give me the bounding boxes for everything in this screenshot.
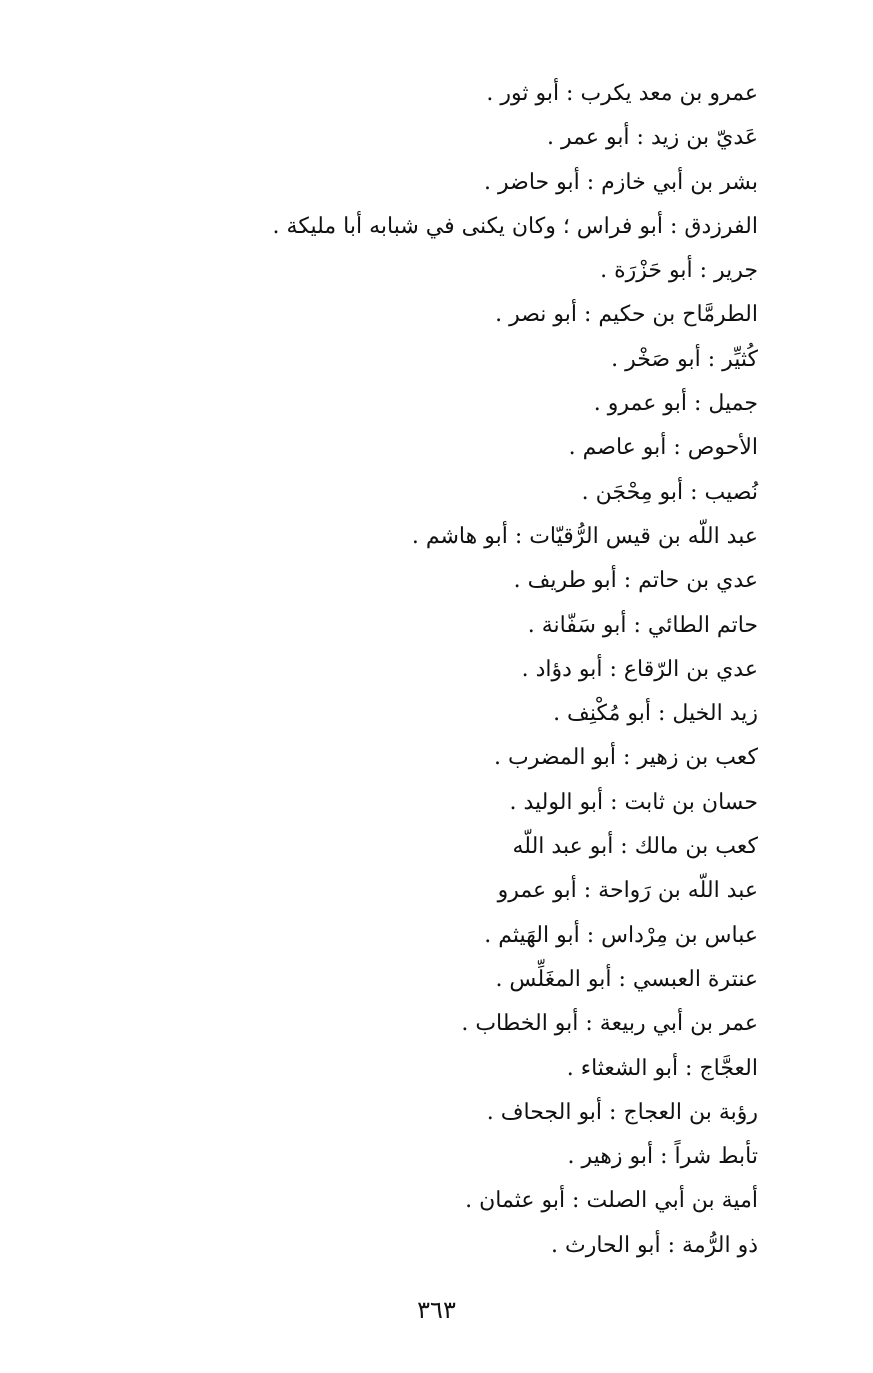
list-item: عنترة العبسي : أبو المغَلِّس . [495,966,758,992]
kunya-list [158,72,758,1268]
list-item: حاتم الطائي : أبو سَفّانة . [527,612,758,638]
page-number: ٣٦٣ [417,1296,456,1324]
list-item: جرير : أبو حَزْرَة . [600,258,758,284]
list-item: بشر بن أبي خازم : أبو حاضر . [484,169,758,195]
list-item: رؤبة بن العجاج : أبو الجحاف . [486,1099,758,1125]
list-item: العجَّاج : أبو الشعثاء . [566,1055,758,1081]
list-item: عمرو بن معد يكرب : أبو ثور . [486,81,758,106]
list-item: كعب بن مالك : أبو عبد اللّه [512,834,758,860]
list-item: الفرزدق : أبو فراس ؛ وكان يكنى في شبابه أبا مليكة . [272,213,758,239]
list-item: كُثيِّر : أبو صَخْر . [611,346,758,372]
list-item: نُصيب : أبو مِحْجَن . [581,479,758,505]
list-item: عبد اللّه بن رَواحة : أبو عمرو [497,878,758,904]
list-item: عباس بن مِرْداس : أبو الهَيثم . [484,922,758,948]
list-item: عمر بن أبي ربيعة : أبو الخطاب . [461,1011,758,1037]
list-item: عدي بن حاتم : أبو طريف . [513,568,758,594]
list-item: عبد اللّه بن قيس الرُّقيّات : أبو هاشم . [411,523,758,549]
list-item: الأحوص : أبو عاصم . [568,435,758,461]
list-item: ذو الرُّمة : أبو الحارث . [551,1232,758,1258]
list-item: عَديّ بن زيد : أبو عمر . [546,125,758,151]
list-item: كعب بن زهير : أبو المضرب . [494,745,758,771]
list-item: زيد الخيل : أبو مُكْنِف . [553,701,758,727]
list-item: أمية بن أبي الصلت : أبو عثمان . [465,1188,758,1214]
list-item: عدي بن الرّقاع : أبو دؤاد . [521,656,758,682]
list-item: تأبط شراً : أبو زهير . [567,1144,758,1170]
list-item: الطرمَّاح بن حكيم : أبو نصر . [495,302,758,328]
list-item: حسان بن ثابت : أبو الوليد . [509,789,758,815]
list-item: جميل : أبو عمرو . [593,391,758,417]
